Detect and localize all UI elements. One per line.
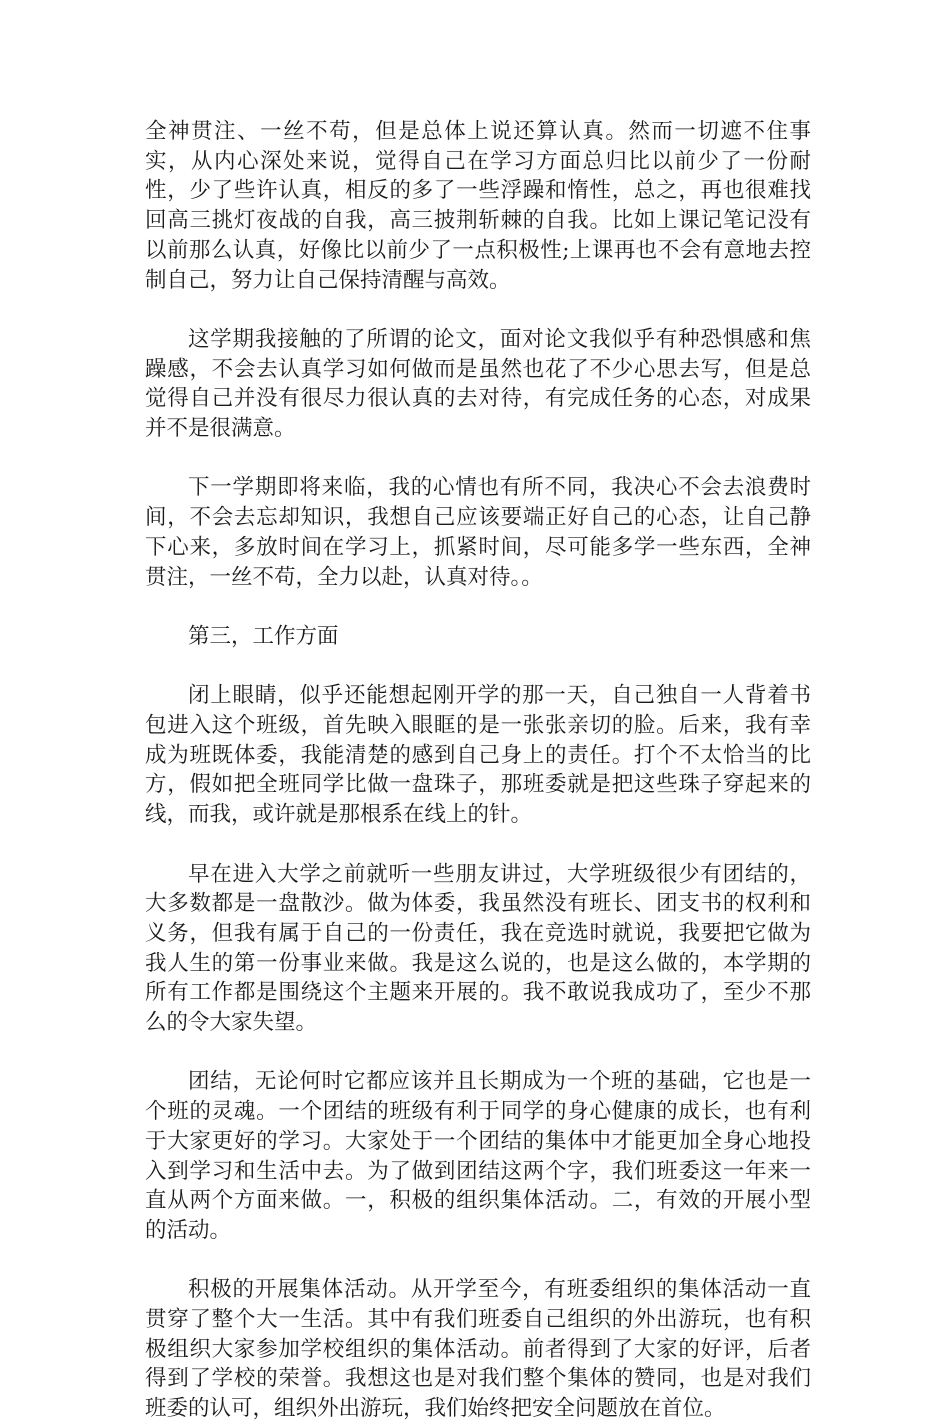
paragraph-group-activities: 积极的开展集体活动。从开学至今，有班委组织的集体活动一直贯穿了整个大一生活。其中有我们班委自己组织的外出游玩，也有积极组织大家参加学校组织的集体活动。前者得到了大家的好评，后者得到了学校的荣誉。我想这也是对我们整个集体的赞同，也是对我们班委的认可，组织外出游玩，我们始终把安全问题放在首位。 (145, 1277, 811, 1422)
paragraph-unity: 团结，无论何时它都应该并且长期成为一个班的基础，它也是一个班的灵魂。一个团结的班级有利于同学的身心健康的成长，也有利于大家更好的学习。大家处于一个团结的集体中才能更加全身心地投入到学习和生活中去。为了做到团结这两个字，我们班委这一年来一直从两个方面来做。一，积极的组织集体活动。二，有效的开展小型的活动。 (145, 1069, 811, 1243)
section-heading-work: 第三，工作方面 (188, 623, 339, 649)
paragraph-study-continued: 全神贯注、一丝不苟，但是总体上说还算认真。然而一切遮不住事实，从内心深处来说，觉得自己在学习方面总归比以前少了一份耐性，少了些许认真，相反的多了一些浮躁和惰性，总之，再也很难找回高三挑灯夜战的自我，高三披荆斩棘的自我。比如上课记笔记没有以前那么认真，好像比以前少了一点积极性;上课再也不会有意地去控制自己，努力让自己保持清醒与高效。 (145, 119, 811, 293)
paragraph-first-day: 闭上眼睛，似乎还能想起刚开学的那一天，自己独自一人背着书包进入这个班级，首先映入眼眶的是一张张亲切的脸。后来，我有幸成为班既体委，我能清楚的感到自己身上的责任。打个不太恰当的比方，假如把全班同学比做一盘珠子，那班委就是把这些珠子穿起来的线，而我，或许就是那根系在线上的针。 (145, 683, 811, 828)
document-body (145, 117, 811, 1424)
paragraph-before-university: 早在进入大学之前就听一些朋友讲过，大学班级很少有团结的，大多数都是一盘散沙。做为体委，我虽然没有班长、团支书的权利和义务，但我有属于自己的一份责任，我在竞选时就说，我要把它做为我人生的第一份事业来做。我是这么说的，也是这么做的，本学期的所有工作都是围绕这个主题来开展的。我不敢说我成功了，至少不那么的令大家失望。 (145, 861, 811, 1036)
paragraph-next-semester: 下一学期即将来临，我的心情也有所不同，我决心不会去浪费时间，不会去忘却知识，我想自己应该要端正好自己的心态，让自己静下心来，多放时间在学习上，抓紧时间，尽可能多学一些东西，全神贯注，一丝不苟，全力以赴，认真对待。。 (145, 475, 811, 590)
paragraph-thesis: 这学期我接触的了所谓的论文，面对论文我似乎有种恐惧感和焦躁感，不会去认真学习如何做而是虽然也花了不少心思去写，但是总觉得自己并没有很尽力很认真的去对待，有完成任务的心态，对成果并不是很满意。 (145, 326, 811, 442)
